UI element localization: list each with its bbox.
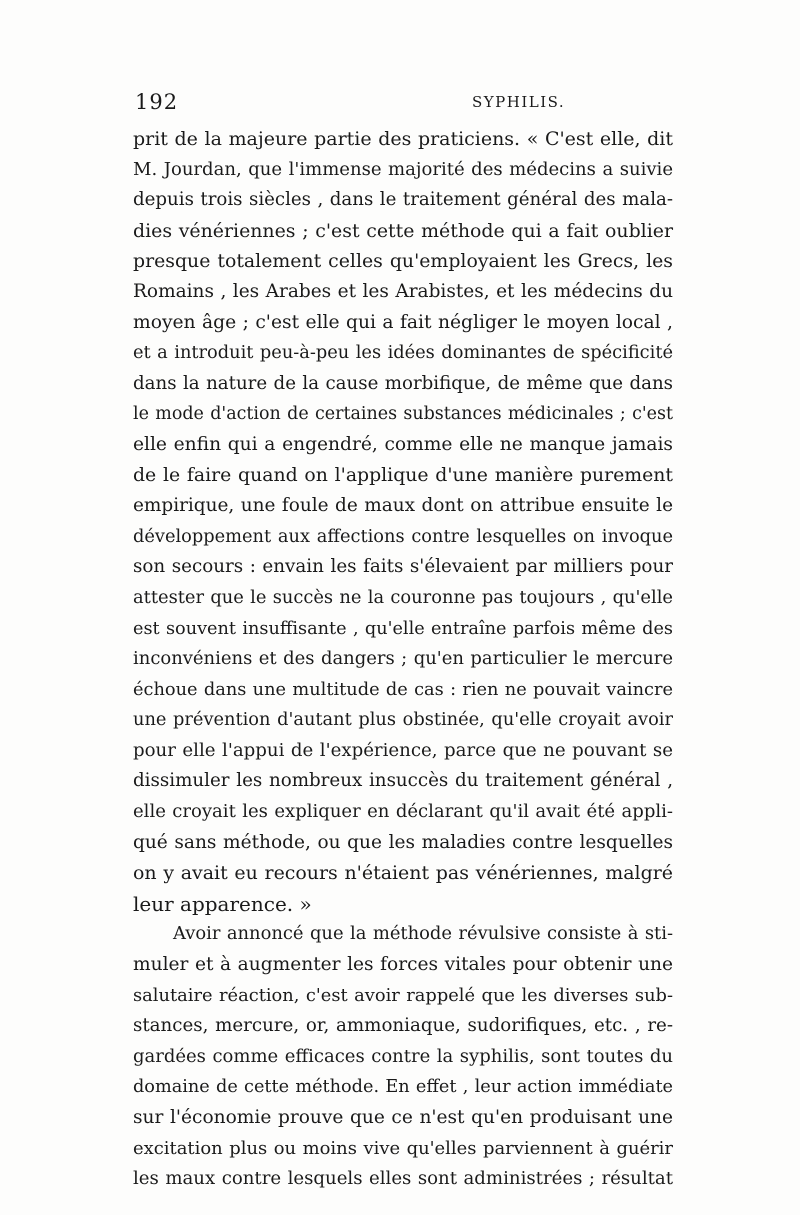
text-line: salutaire réaction, c'est avoir rappelé que les diverses sub- [133,984,673,1006]
text-line: depuis trois siècles , dans le traitement général des mala- [133,189,673,211]
text-line: moyen âge ; c'est elle qui a fait négliger le moyen local , [133,311,673,333]
text-line: Romains , les Arabes et les Arabistes, et les médecins du [133,280,673,302]
page-number: 192 [135,90,179,114]
paragraph-2 [133,919,673,1194]
text-line: presque totalement celles qu'employaient les Grecs, les [133,250,673,273]
text-line: stances, mercure, or, ammoniaque, sudorifiques, etc. , re- [133,1015,673,1037]
text-line: empirique, une foule de maux dont on attribue ensuite le [133,495,673,517]
text-line: une prévention d'autant plus obstinée, qu'elle croyait avoir [133,709,673,731]
text-line: elle enfin qui a engendré, comme elle ne manque jamais [133,433,673,455]
text-line: prit de la majeure partie des praticiens. « C'est elle, dit [133,128,673,150]
text-line: échoue dans une multitude de cas : rien ne pouvait vaincre [133,679,673,700]
text-line: dies vénériennes ; c'est cette méthode qui a fait oublier [133,219,673,242]
page-body [133,124,673,1195]
text-line: sur l'économie prouve que ce n'est qu'en produisant une [133,1107,673,1128]
text-line: M. Jourdan, que l'immense majorité des médecins a suivie [133,158,673,180]
text-line: inconvéniens et des dangers ; qu'en particulier le mercure [133,648,673,670]
text-line: on y avait eu recours n'étaient pas vénériennes, malgré [133,862,673,885]
text-line: leur apparence. » [133,891,312,916]
text-line: attester que le succès ne la couronne pas toujours , qu'elle [133,586,673,608]
text-line: les maux contre lesquels elles sont administrées ; résultat [133,1168,673,1190]
text-line: de le faire quand on l'applique d'une manière purement [133,464,673,486]
paragraph-1 [133,124,673,919]
text-line: son secours : envain les faits s'élevaient par milliers pour [133,556,673,578]
text-line: muler et à augmenter les forces vitales pour obtenir une [133,954,673,976]
text-line: dissimuler les nombreux insuccès du traitement général , [133,770,673,792]
text-line: dans la nature de la cause morbifique, de même que dans [133,372,673,394]
text-line: domaine de cette méthode. En effet , leur action immédiate [133,1077,673,1098]
text-line: qué sans méthode, ou que les maladies contre lesquelles [133,831,673,853]
page-header [135,90,675,120]
running-head: SYPHILIS. [472,93,566,111]
text-line: elle croyait les expliquer en déclarant qu'il avait été appli- [133,801,673,823]
text-line: et a introduit peu-à-peu les idées dominantes de spécificité [133,342,673,364]
text-line: développement aux affections contre lesquelles on invoque [133,525,673,547]
text-line: gardées comme efficaces contre la syphilis, sont toutes du [133,1045,673,1067]
text-line: pour elle l'appui de l'expérience, parce que ne pouvant se [133,739,673,761]
text-line: excitation plus ou moins vive qu'elles parviennent à guérir [133,1137,673,1159]
text-line: Avoir annoncé que la méthode révulsive consiste à sti- [173,923,673,945]
text-line: le mode d'action de certaines substances médicinales ; c'est [133,404,673,425]
text-line: est souvent insuffisante , qu'elle entraîne parfois même des [133,618,673,639]
